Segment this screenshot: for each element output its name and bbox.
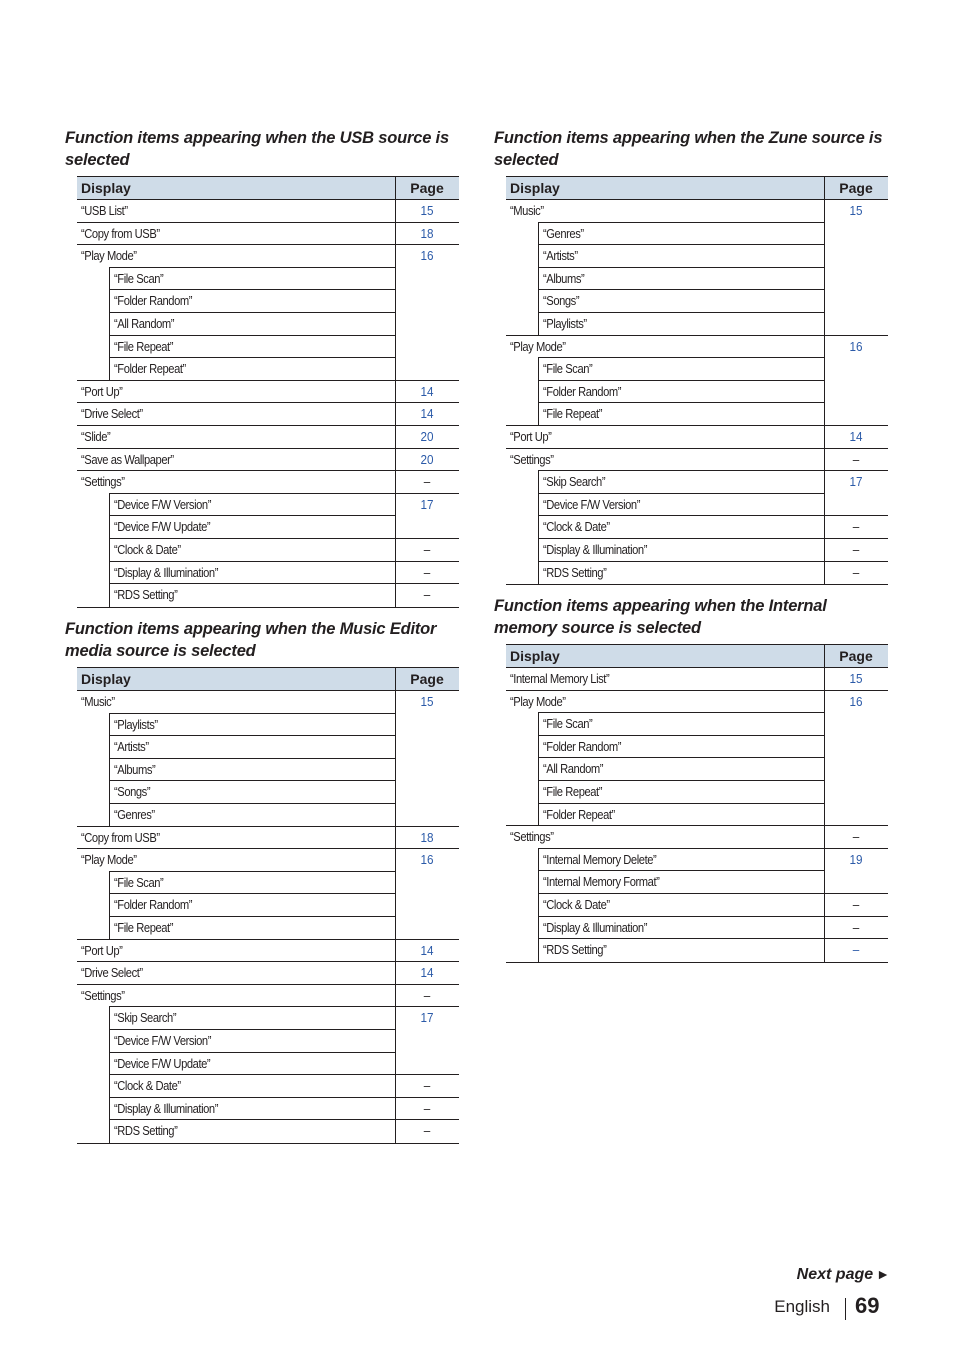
page-link[interactable]: 15	[420, 203, 434, 218]
item-label: “Folder Random”	[543, 738, 622, 754]
language-label: English	[774, 1297, 830, 1316]
page-link[interactable]: 16	[420, 852, 434, 868]
indent-divider	[109, 1075, 110, 1098]
table-row	[506, 781, 888, 804]
page-none: –	[852, 519, 860, 535]
page-link[interactable]: 17	[420, 496, 434, 512]
table-row	[77, 471, 459, 494]
item-label: “Play Mode”	[81, 852, 137, 868]
indent-divider	[538, 471, 539, 494]
table-row	[77, 290, 459, 313]
indent-divider	[109, 872, 110, 895]
table-row	[77, 358, 459, 381]
table-row	[77, 403, 459, 426]
table-row	[77, 1098, 459, 1121]
page-link[interactable]: 19	[849, 851, 863, 867]
item-label: “Settings”	[81, 987, 125, 1003]
footer-divider	[845, 1298, 846, 1320]
item-label: “Drive Select”	[81, 965, 143, 981]
item-label: “File Scan”	[114, 270, 164, 286]
item-label: “Settings”	[510, 829, 554, 845]
item-label: “Internal Memory Delete”	[543, 851, 657, 867]
header-page: Page	[839, 180, 873, 196]
item-label: “RDS Setting”	[114, 587, 178, 603]
indent-divider	[538, 758, 539, 781]
table-row	[77, 562, 459, 585]
item-label: “Settings”	[510, 451, 554, 467]
item-label: “Device F/W Version”	[114, 496, 212, 512]
item-label: “Clock & Date”	[543, 896, 610, 912]
table-row	[77, 313, 459, 336]
item-label: “Display & Illumination”	[543, 919, 648, 935]
table-row	[77, 449, 459, 472]
indent-divider	[109, 358, 110, 381]
page-link[interactable]: 18	[420, 829, 434, 845]
item-label: “Port Up”	[81, 942, 123, 958]
music-editor-section	[65, 618, 461, 1144]
table-header	[506, 176, 888, 200]
page-link[interactable]: 14	[420, 942, 434, 958]
section-title: Function items appearing when the Zune source is selected	[494, 129, 883, 169]
table-row	[506, 223, 888, 246]
item-label: “Play Mode”	[81, 248, 137, 264]
item-label: “All Random”	[543, 761, 604, 777]
item-label: “Device F/W Version”	[543, 496, 641, 512]
table-row	[77, 759, 459, 782]
function-table	[506, 176, 888, 585]
item-label: “Skip Search”	[114, 1010, 177, 1026]
table-row	[506, 691, 888, 714]
table-row	[77, 804, 459, 827]
item-label: “Internal Memory List”	[510, 671, 610, 686]
item-label: “USB List”	[81, 203, 128, 218]
item-label: “Playlists”	[114, 716, 158, 732]
item-label: “Folder Random”	[114, 293, 193, 309]
page-link[interactable]: 15	[849, 203, 863, 218]
page-none: –	[852, 541, 860, 557]
table-header	[77, 176, 459, 200]
item-label: “Artists”	[114, 739, 149, 755]
item-label: “Settings”	[81, 474, 125, 490]
table-row	[506, 200, 888, 223]
indent-divider	[538, 849, 539, 872]
page-link[interactable]: 16	[849, 693, 863, 709]
page-link[interactable]: 14	[420, 383, 434, 399]
header-display: Display	[81, 180, 131, 196]
table-row	[506, 336, 888, 359]
item-label: “Play Mode”	[510, 693, 566, 709]
page-link[interactable]: 16	[849, 338, 863, 354]
item-label: “Display & Illumination”	[114, 564, 219, 580]
indent-divider	[538, 713, 539, 736]
item-label: “Display & Illumination”	[543, 541, 648, 557]
table-body	[506, 668, 888, 962]
internal-memory-section	[494, 595, 890, 963]
indent-divider	[538, 403, 539, 426]
item-label: “Copy from USB”	[81, 829, 160, 845]
item-label: “Folder Random”	[114, 897, 193, 913]
table-row	[77, 1053, 459, 1076]
table-row	[506, 849, 888, 872]
indent-divider	[538, 313, 539, 336]
page-link[interactable]: 14	[420, 406, 434, 422]
page-none: –	[423, 1100, 431, 1116]
table-row	[506, 358, 888, 381]
table-row	[506, 290, 888, 313]
indent-divider	[109, 894, 110, 917]
item-label: “Display & Illumination”	[114, 1100, 219, 1116]
table-row	[506, 826, 888, 849]
table-row	[506, 245, 888, 268]
header-page: Page	[410, 180, 444, 196]
header-display: Display	[510, 648, 560, 664]
usb-section	[65, 127, 461, 608]
table-row	[506, 804, 888, 827]
page-number: 69	[855, 1293, 880, 1318]
item-label: “All Random”	[114, 315, 175, 331]
table-row	[77, 1030, 459, 1053]
item-label: “Save as Wallpaper”	[81, 451, 174, 467]
page-link[interactable]: 18	[420, 225, 434, 241]
item-label: “Skip Search”	[543, 474, 606, 490]
page-none: –	[423, 587, 431, 603]
indent-divider	[109, 917, 110, 940]
table-row	[77, 781, 459, 804]
table-row	[506, 426, 888, 449]
page-none: –	[423, 541, 431, 557]
table-row	[506, 516, 888, 539]
indent-divider	[538, 290, 539, 313]
table-row	[77, 245, 459, 268]
function-table	[77, 667, 459, 1144]
item-label: “Songs”	[114, 784, 151, 800]
indent-divider	[538, 268, 539, 291]
item-label: “Albums”	[114, 761, 156, 777]
table-row	[77, 1007, 459, 1030]
page-none: –	[852, 829, 860, 845]
item-label: “Copy from USB”	[81, 225, 160, 241]
table-row	[506, 668, 888, 691]
table-header	[506, 644, 888, 668]
page-none: –	[852, 942, 860, 958]
table-body	[77, 691, 459, 1143]
page-link[interactable]: 14	[849, 428, 863, 444]
table-row	[77, 940, 459, 963]
item-label: “Port Up”	[510, 428, 552, 444]
table-row	[506, 539, 888, 562]
indent-divider	[109, 290, 110, 313]
indent-divider	[109, 714, 110, 737]
indent-divider	[109, 1007, 110, 1030]
item-label: “Slide”	[81, 428, 111, 444]
zune-section	[494, 127, 890, 585]
table-row	[506, 713, 888, 736]
table-row	[77, 962, 459, 985]
item-label: “Music”	[81, 694, 115, 709]
item-label: “File Scan”	[543, 361, 593, 377]
table-row	[77, 872, 459, 895]
page-none: –	[423, 1078, 431, 1094]
page-link[interactable]: 16	[420, 248, 434, 264]
table-row	[506, 871, 888, 894]
table-row	[77, 381, 459, 404]
indent-divider	[538, 381, 539, 404]
item-label: “Songs”	[543, 293, 580, 309]
indent-divider	[538, 539, 539, 562]
page-none: –	[423, 1123, 431, 1139]
page-link[interactable]: 14	[420, 965, 434, 981]
item-label: “File Repeat”	[114, 919, 174, 935]
section-title: Function items appearing when the USB source is selected	[65, 129, 449, 169]
item-label: “Folder Repeat”	[543, 806, 615, 822]
item-label: “Clock & Date”	[114, 541, 181, 557]
table-row	[77, 985, 459, 1008]
item-label: “File Scan”	[543, 716, 593, 732]
item-label: “Playlists”	[543, 315, 587, 331]
next-page-link[interactable]	[760, 1266, 890, 1284]
table-row	[77, 1075, 459, 1098]
section-title: Function items appearing when the Internal memory source is selected	[494, 597, 827, 637]
indent-divider	[538, 939, 539, 962]
indent-divider	[538, 223, 539, 246]
indent-divider	[109, 804, 110, 827]
indent-divider	[109, 516, 110, 539]
table-row	[77, 894, 459, 917]
indent-divider	[538, 894, 539, 917]
indent-divider	[538, 781, 539, 804]
table-row	[506, 939, 888, 962]
item-label: “File Repeat”	[114, 338, 174, 354]
indent-divider	[109, 562, 110, 585]
indent-divider	[538, 562, 539, 585]
header-display: Display	[510, 180, 560, 196]
page-none: –	[423, 564, 431, 580]
table-row	[506, 268, 888, 291]
indent-divider	[538, 804, 539, 827]
table-row	[77, 516, 459, 539]
page-none: –	[423, 474, 431, 490]
table-row	[506, 736, 888, 759]
page-link[interactable]: 20	[420, 451, 434, 467]
item-label: “Play Mode”	[510, 338, 566, 354]
table-header	[77, 667, 459, 691]
function-table	[506, 644, 888, 963]
item-label: “Folder Random”	[543, 383, 622, 399]
page-none: –	[423, 987, 431, 1003]
page-none: –	[852, 564, 860, 580]
table-row	[77, 426, 459, 449]
header-display: Display	[81, 671, 131, 687]
next-page-label: Next page	[796, 1266, 874, 1283]
item-label: “RDS Setting”	[543, 564, 607, 580]
page-none: –	[852, 896, 860, 912]
item-label: “Device F/W Update”	[114, 1055, 211, 1071]
indent-divider	[109, 584, 110, 607]
table-row	[506, 758, 888, 781]
header-page: Page	[839, 648, 873, 664]
table-row	[77, 268, 459, 291]
indent-divider	[109, 1030, 110, 1053]
indent-divider	[538, 917, 539, 940]
table-row	[77, 200, 459, 223]
indent-divider	[538, 245, 539, 268]
item-label: “Genres”	[114, 806, 155, 822]
arrow-right-icon: ►	[876, 1266, 890, 1282]
indent-divider	[109, 1098, 110, 1121]
table-row	[506, 449, 888, 472]
page-none: –	[852, 451, 860, 467]
item-label: “Clock & Date”	[543, 519, 610, 535]
item-label: “Device F/W Update”	[114, 519, 211, 535]
item-label: “RDS Setting”	[543, 942, 607, 958]
item-label: “Albums”	[543, 270, 585, 286]
indent-divider	[538, 358, 539, 381]
table-row	[77, 539, 459, 562]
table-row	[77, 736, 459, 759]
function-table	[77, 176, 459, 608]
table-row	[77, 223, 459, 246]
indent-divider	[538, 736, 539, 759]
indent-divider	[109, 759, 110, 782]
item-label: “File Repeat”	[543, 783, 603, 799]
item-label: “Clock & Date”	[114, 1078, 181, 1094]
indent-divider	[109, 268, 110, 291]
item-label: “RDS Setting”	[114, 1123, 178, 1139]
indent-divider	[109, 313, 110, 336]
indent-divider	[109, 1120, 110, 1143]
page-link[interactable]: 20	[420, 428, 434, 444]
table-row	[77, 336, 459, 359]
table-row	[77, 1120, 459, 1143]
indent-divider	[109, 336, 110, 359]
indent-divider	[109, 736, 110, 759]
page-link[interactable]: 17	[849, 474, 863, 490]
item-label: “Artists”	[543, 248, 578, 264]
table-row	[77, 691, 459, 714]
table-row	[506, 494, 888, 517]
item-label: “File Repeat”	[543, 406, 603, 422]
table-row	[77, 917, 459, 940]
table-row	[506, 471, 888, 494]
item-label: “File Scan”	[114, 874, 164, 890]
table-row	[77, 584, 459, 607]
table-row	[77, 714, 459, 737]
indent-divider	[538, 494, 539, 517]
table-row	[506, 381, 888, 404]
table-row	[506, 562, 888, 585]
section-title: Function items appearing when the Music Editor media source is selected	[65, 620, 437, 660]
indent-divider	[538, 871, 539, 894]
item-label: “Port Up”	[81, 383, 123, 399]
page-none: –	[852, 919, 860, 935]
indent-divider	[109, 781, 110, 804]
item-label: “Music”	[510, 203, 544, 218]
table-row	[77, 827, 459, 850]
table-row	[77, 494, 459, 517]
indent-divider	[109, 1053, 110, 1076]
page-link[interactable]: 17	[420, 1010, 434, 1026]
item-label: “Internal Memory Format”	[543, 874, 660, 890]
item-label: “Genres”	[543, 225, 584, 241]
table-row	[506, 917, 888, 940]
page-link[interactable]: 15	[420, 694, 434, 709]
table-body	[77, 200, 459, 607]
indent-divider	[109, 539, 110, 562]
table-row	[506, 403, 888, 426]
item-label: “Drive Select”	[81, 406, 143, 422]
item-label: “Folder Repeat”	[114, 361, 186, 377]
header-page: Page	[410, 671, 444, 687]
table-row	[506, 894, 888, 917]
page-link[interactable]: 15	[849, 671, 863, 686]
indent-divider	[538, 516, 539, 539]
table-body	[506, 200, 888, 584]
table-row	[77, 849, 459, 872]
table-row	[506, 313, 888, 336]
indent-divider	[109, 494, 110, 517]
item-label: “Device F/W Version”	[114, 1032, 212, 1048]
